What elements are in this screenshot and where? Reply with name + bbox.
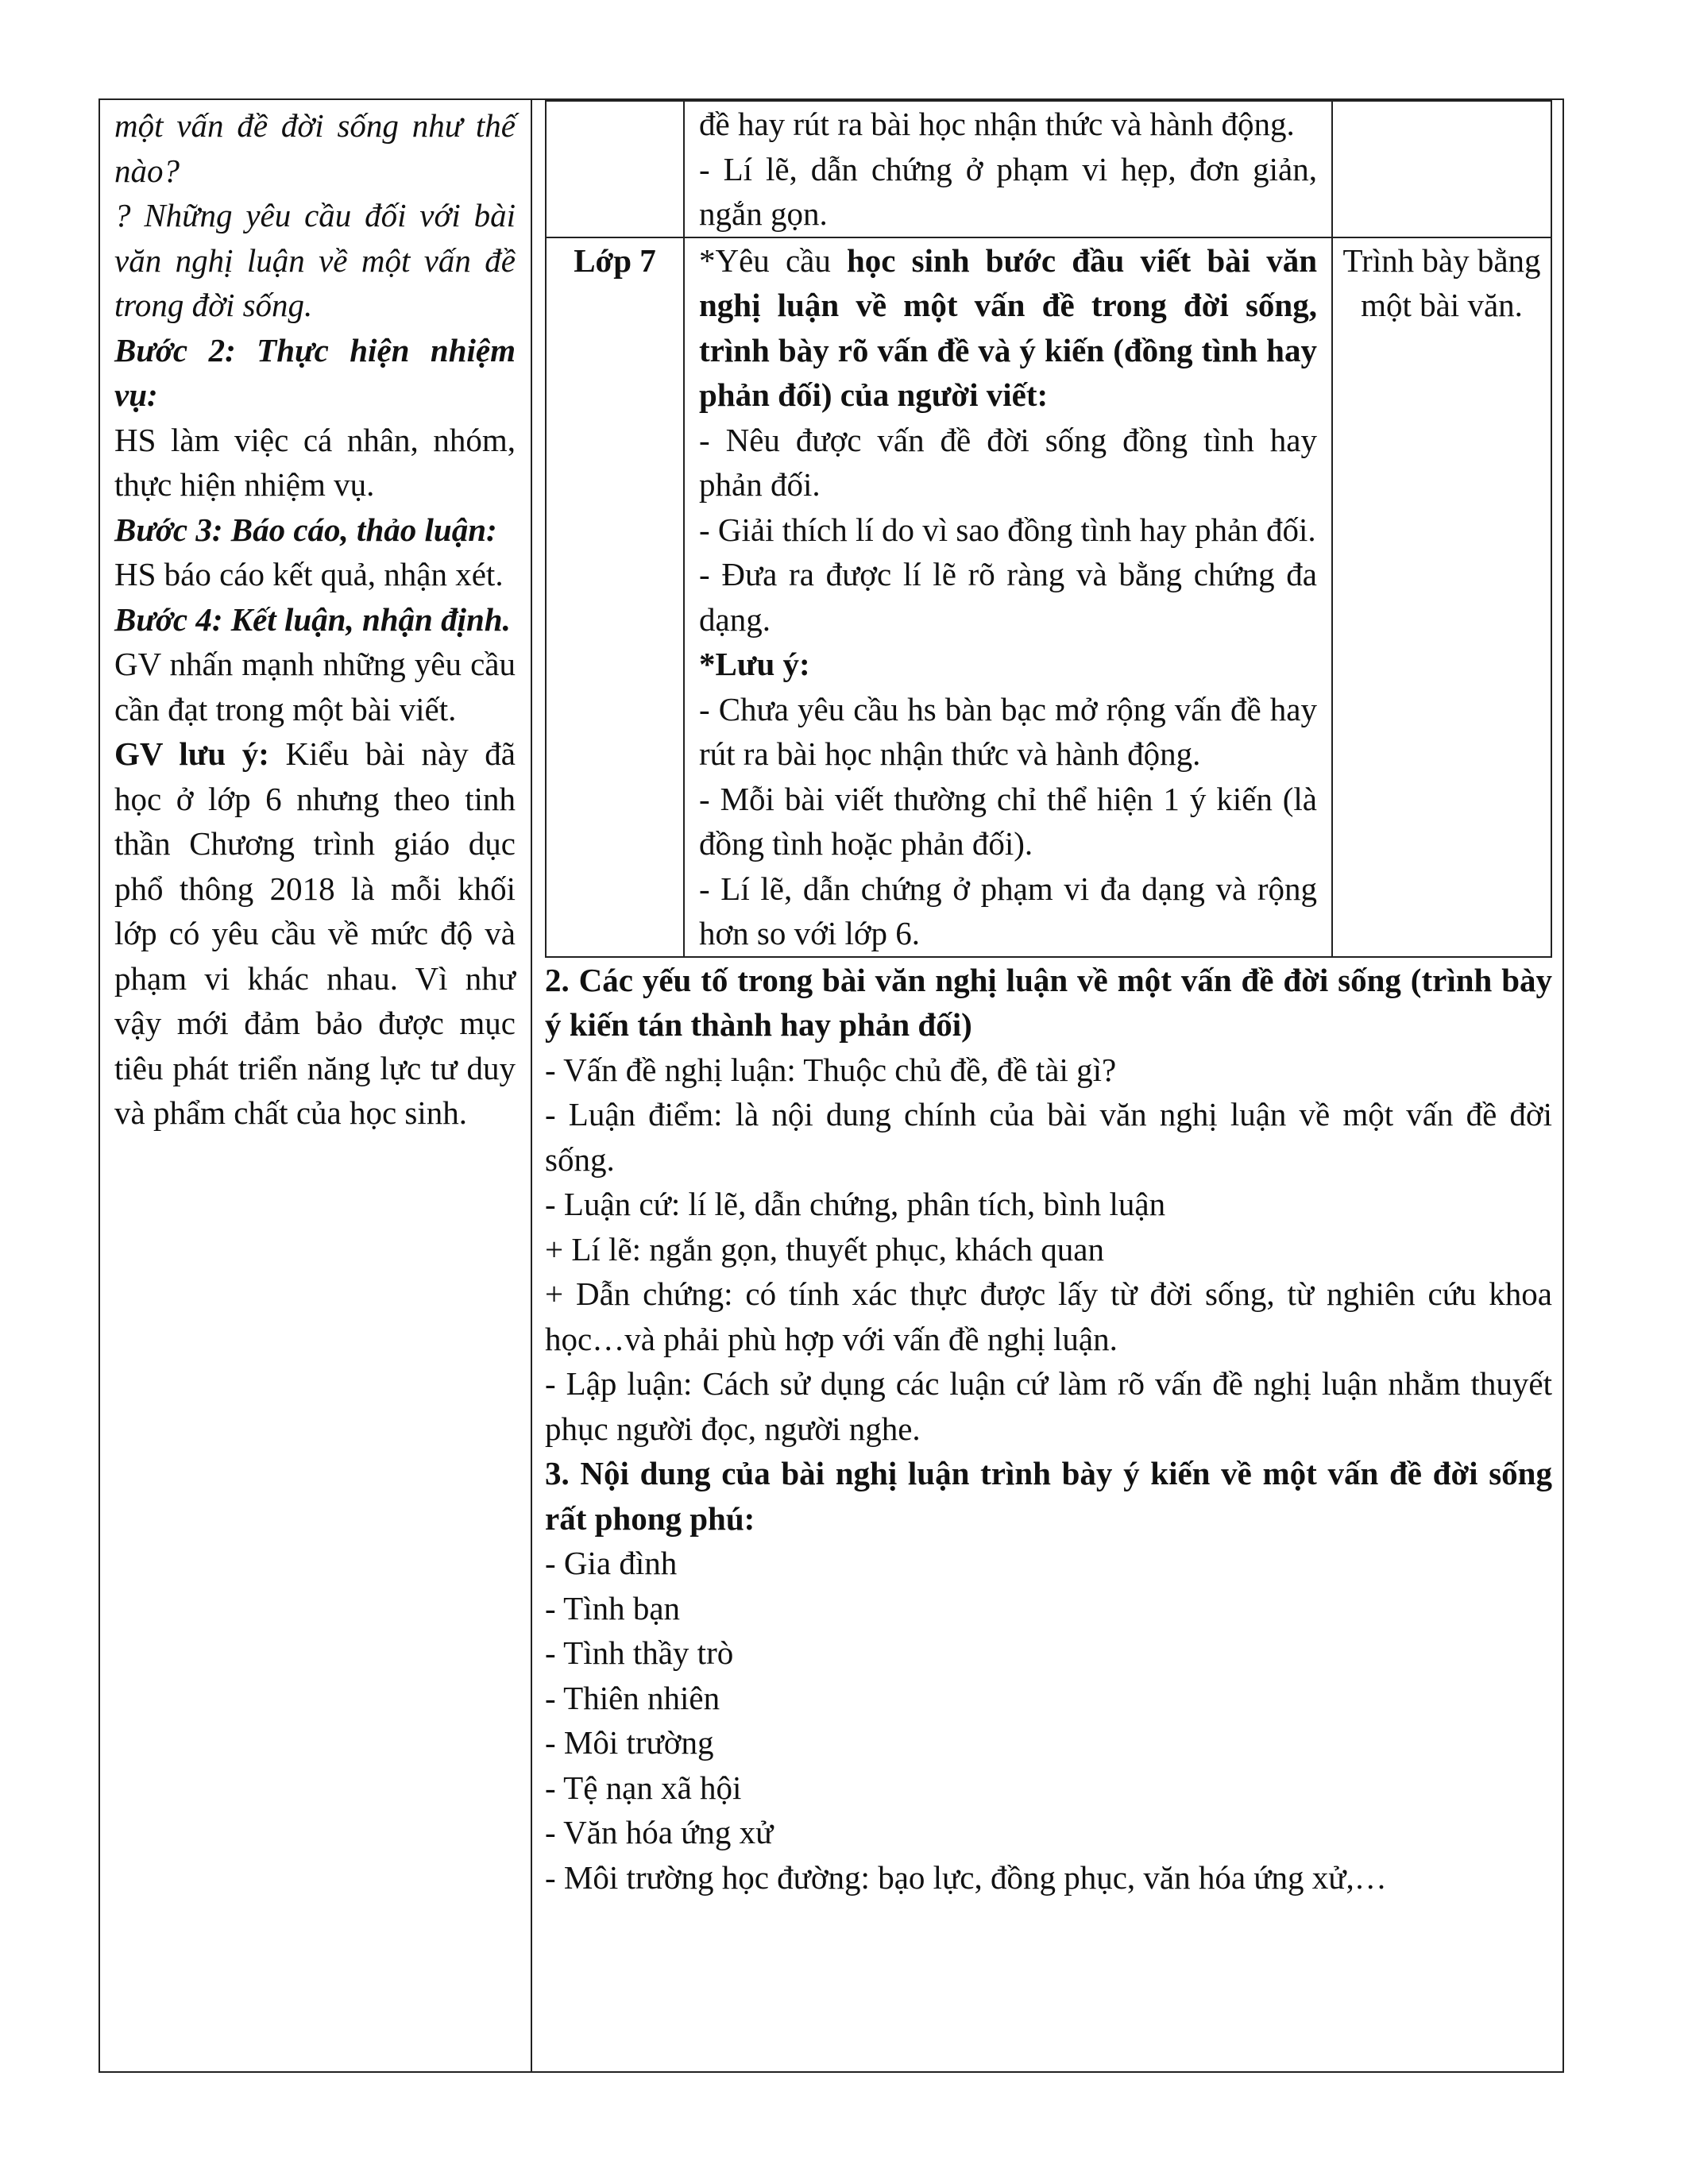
list-item: + Lí lẽ: ngắn gọn, thuyết phục, khách quan [545,1230,1105,1268]
step4-title: Bước 4: Kết luận, nhận định. [114,600,511,638]
list-item: - Đưa ra được lí lẽ rõ ràng và bằng chứng đa dạng. [699,556,1317,638]
step2-title: Bước 2: Thực hiện nhiệm vụ: [114,331,516,413]
list-item: - Luận điểm: là nội dung chính của bài văn nghị luận về một vấn đề đời sống. [545,1096,1552,1178]
step4-text: GV nhấn mạnh những yêu cầu cần đạt trong một bài viết. [114,646,516,727]
grade-cell: Lớp 7 [546,237,684,957]
step3-title: Bước 3: Báo cáo, thảo luận: [114,511,497,548]
requirement-prefix: *Yêu cầu [699,241,847,279]
left-column [114,103,516,1136]
right-column [545,100,1552,1900]
requirement-heading [699,238,1317,418]
list-item: - Môi trường [545,1724,714,1761]
teacher-note [114,731,516,1136]
section-2-title: 2. Các yếu tố trong bài văn nghị luận về một vấn đề đời sống (trình bày ý kiến tán thành hay phản đối) [545,961,1552,1043]
grade-cell [546,101,684,237]
section-3-title: 3. Nội dung của bài nghị luận trình bày ý kiến về một vấn đề đời sống rất phong phú: [545,1455,1552,1537]
requirements-cell [684,101,1332,237]
list-item: + Dẫn chứng: có tính xác thực được lấy từ đời sống, từ nghiên cứu khoa học…và phải phù hợp với vấn đề nghị luận. [545,1275,1552,1357]
lesson-page [98,98,1564,2073]
step2-text: HS làm việc cá nhân, nhóm, thực hiện nhiệm vụ. [114,421,516,503]
list-item: - Tình thầy trò [545,1634,734,1671]
list-item: - Chưa yêu cầu hs bàn bạc mở rộng vấn đề hay rút ra bài học nhận thức và hành động. [699,690,1317,772]
teacher-note-label: GV lưu ý: [114,735,269,772]
list-item: - Môi trường học đường: bạo lực, đồng phục, văn hóa ứng xử,… [545,1858,1387,1896]
question-1: một vấn đề đời sống như thế nào? [114,107,516,189]
section-3 [545,1451,1552,1900]
list-item: - Văn hóa ứng xử [545,1814,774,1850]
list-item: - Lí lẽ, dẫn chứng ở phạm vi đa dạng và rộng hơn so với lớp 6. [699,870,1317,951]
step3-text: HS báo cáo kết quả, nhận xét. [114,556,504,592]
list-item: - Lập luận: Cách sử dụng các luận cứ làm rõ vấn đề nghị luận nhằm thuyết phục người đọc, người nghe. [545,1365,1552,1447]
table-row-grade7 [546,237,1551,957]
list-item: - Giải thích lí do vì sao đồng tình hay phản đối. [699,511,1316,548]
question-2: ? Những yêu cầu đối với bài văn nghị luận về một vấn đề trong đời sống. [114,197,516,323]
form-cell [1332,101,1551,237]
section-2 [545,958,1552,1452]
list-item: - Mỗi bài viết thường chỉ thể hiện 1 ý kiến (là đồng tình hoặc phản đối). [699,780,1317,862]
form-cell: Trình bày bằng một bài văn. [1332,237,1551,957]
list-item: đề hay rút ra bài học nhận thức và hành động. [699,106,1295,142]
table-row-previous [546,101,1551,237]
list-item: - Lí lẽ, dẫn chứng ở phạm vi hẹp, đơn giản, ngắn gọn. [699,150,1317,232]
list-item: - Tình bạn [545,1589,681,1626]
list-item: - Vấn đề nghị luận: Thuộc chủ đề, đề tài gì? [545,1051,1117,1088]
note-title: *Lưu ý: [699,646,810,682]
column-divider [531,100,532,2071]
requirement-bold: học sinh bước đầu viết bài văn nghị luận về một vấn đề trong đời sống, trình bày rõ vấn đề và ý kiến (đồng tình hay phản đối) của người viết: [699,241,1317,413]
list-item: - Nêu được vấn đề đời sống đồng tình hay phản đối. [699,421,1317,503]
list-item: - Tệ nạn xã hội [545,1769,742,1806]
list-item: - Thiên nhiên [545,1679,720,1716]
teacher-note-text: Kiểu bài này đã học ở lớp 6 nhưng theo tinh thần Chương trình giáo dục phổ thông 2018 là mỗi khối lớp có yêu cầu về mức độ và phạm vi khác nhau. Vì như vậy mới đảm bảo được mục tiêu phát triển năng lực tư duy và phẩm chất của học sinh. [114,735,516,1131]
list-item: - Luận cứ: lí lẽ, dẫn chứng, phân tích, bình luận [545,1186,1166,1222]
grade-requirements-table [545,100,1552,958]
list-item: - Gia đình [545,1545,678,1581]
requirements-cell [684,237,1332,957]
